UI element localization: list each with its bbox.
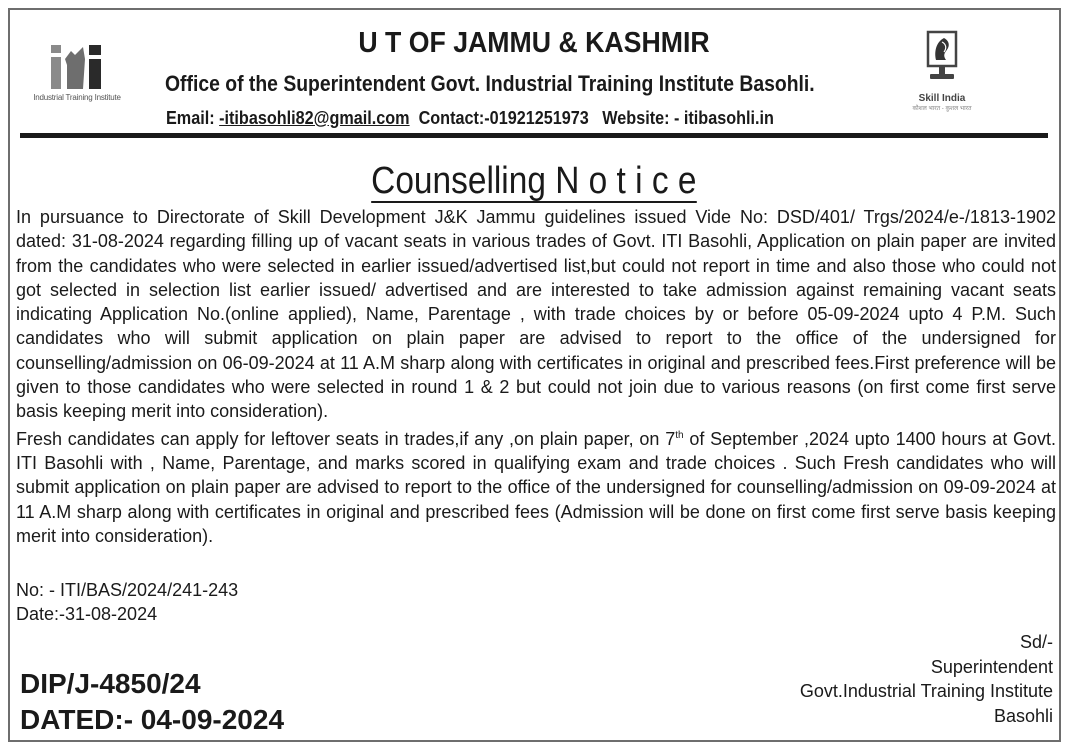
notice-paragraph-1: In pursuance to Directorate of Skill Development J&K Jammu guidelines issued Vide No: DSD/401/ Trgs/2024/e-/1813-1902 dated: 31-08-2024 regarding filling up of vacant seats in various trades of Govt. ITI Basohli, Application on plain paper are invited from the candidates who were selected in earlier issued/advertised list,but could not report in time and also those who could not got selected in selection list earlier issued/ advertised and are interested to take admission against remaining vacant seats indicating Application No.(online applied), Name, Parentage , with trade choices by or before 05-09-2024 upto 4 P.M. Such candidates who will submit application on plain paper are advised to report to the office of the undersigned for counselling/admission on 06-09-2024 at 11 A.M sharp along with certificates in original and prescribed fees.First preference will be given to those candidates who were selected in round 1 & 2 but could not join due to various reasons (on first come first serve basis keeping merit into consideration). xyxy=(16,207,1056,422)
header-contact xyxy=(166,108,774,129)
signature-block xyxy=(800,630,1053,728)
reference-date: Date:-31-08-2024 xyxy=(16,604,158,624)
notice-title-text: Counselling N o t i c e xyxy=(371,160,697,202)
reference-number: No: - ITI/BAS/2024/241-243 xyxy=(16,580,239,600)
website-link[interactable]: Website: - itibasohli.in xyxy=(602,108,774,128)
dip-dated: DATED:- 04-09-2024 xyxy=(20,704,285,735)
paragraph-2-text-b: of September ,2024 upto 1400 hours at Govt. ITI Basohli with , Name, Parentage, and marks scored in qualifying exam and trade choices . Such Fresh candidates who will submit application on plain paper are advised to report to the office of the undersigned for counselling/admission on 09-09-2024 at 11 A.M sharp along with certificates in original and prescribed fees (Admission will be done on first come first serve basis keeping merit into consideration). xyxy=(16,428,1056,546)
paragraph-2-text-a: Fresh candidates can apply for leftover seats in trades,if any ,on plain paper, on 7 xyxy=(16,428,676,449)
notice-paragraph-2 xyxy=(16,424,1056,548)
signature-sd: Sd/- xyxy=(1019,632,1053,652)
reference-block xyxy=(16,578,238,626)
signature-institute: Govt.Industrial Training Institute xyxy=(799,681,1053,701)
header-divider xyxy=(20,133,1048,138)
header-office: Office of the Superintendent Govt. Industrial Training Institute Basohli. xyxy=(165,71,815,96)
email-link[interactable]: -itibasohli82@gmail.com xyxy=(219,108,410,128)
ordinal-superscript: th xyxy=(675,429,684,441)
notice-title xyxy=(0,160,1068,203)
dip-number: DIP/J-4850/24 xyxy=(20,668,201,699)
email-label: Email: xyxy=(166,108,220,128)
contact-phone: Contact:-01921251973 xyxy=(418,108,589,128)
header-title: U T OF JAMMU & KASHMIR xyxy=(358,27,710,59)
signature-designation: Superintendent xyxy=(930,656,1053,677)
skill-india-caption: Skill India xyxy=(918,93,966,104)
notice-body xyxy=(16,205,1056,548)
dip-block xyxy=(20,666,284,738)
skill-india-subcaption: कौशल भारत - कुशल भारत xyxy=(912,106,972,112)
signature-place: Basohli xyxy=(993,705,1053,726)
iti-logo-caption: Industrial Training Institute xyxy=(33,93,121,102)
